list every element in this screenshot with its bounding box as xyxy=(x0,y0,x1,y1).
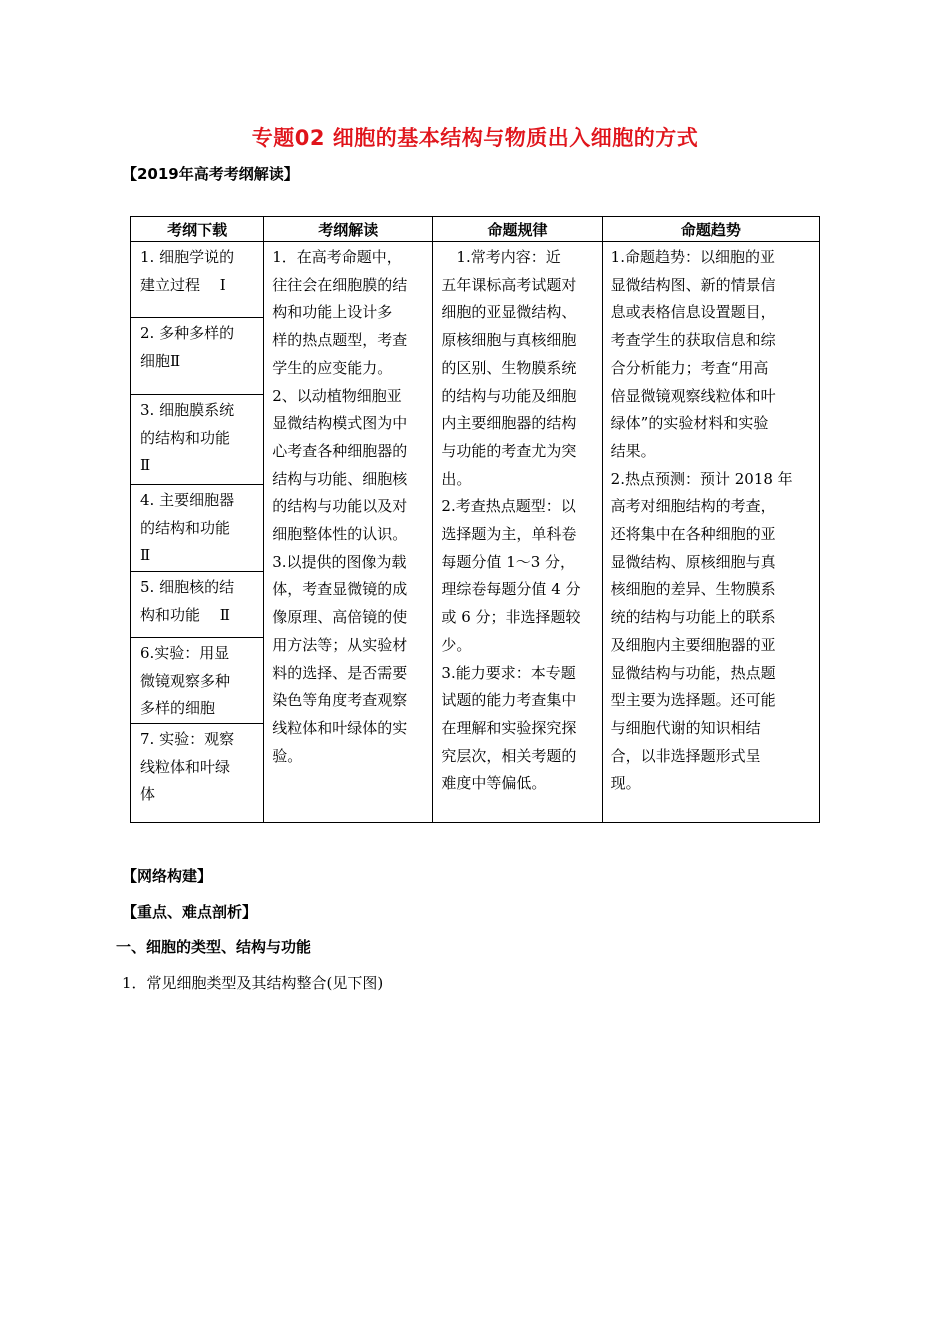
body-paragraph: 1．常见细胞类型及其结构整合(见下图) xyxy=(122,974,384,992)
header-question-trends: 命题趋势 xyxy=(602,217,819,242)
section-heading-outline-interpretation: 【2019年高考考纲解读】 xyxy=(122,165,299,183)
outline-item: 5. 细胞核的结 构和功能 Ⅱ xyxy=(131,572,263,638)
outline-item: 1. 细胞学说的 建立过程 Ⅰ xyxy=(131,242,263,318)
outline-item: 6.实验：用显 微镜观察多种 多样的细胞 xyxy=(131,638,263,724)
outline-item: 7. 实验：观察 线粒体和叶绿 体 xyxy=(140,730,235,804)
patterns-cell: 1.常考内容：近 五年课标高考试题对 细胞的亚显微结构、 原核细胞与真核细胞 的区别、生物膜系统 的结构与功能及细胞 内主要细胞器的结构 与功能的考查尤为突 出。 2.考查热点题型：以 选择题为主，单科卷 每题分值 1～3 分， 理综卷每题分值 4 分 或 6 分；非选择题较 少。 3.能力要求：本专题 试题的能力考查集中 在理解和实验探究探 究层次，相关考题的 难度中等偏低。 xyxy=(433,242,602,823)
section-heading-cell-types: 一、细胞的类型、结构与功能 xyxy=(116,938,312,956)
header-question-patterns: 命题规律 xyxy=(433,217,602,242)
table-header-row xyxy=(131,217,820,242)
outline-items-cell xyxy=(131,242,264,823)
outline-item: 3. 细胞膜系统 的结构和功能 Ⅱ xyxy=(131,395,263,485)
document-title: 专题02 细胞的基本结构与物质出入细胞的方式 xyxy=(251,126,699,150)
interpretation-cell: 1．在高考命题中， 往往会在细胞膜的结 构和功能上设计多 样的热点题型，考查 学生的应变能力。 2、以动植物细胞亚 显微结构模式图为中 心考查各种细胞器的 结构与功能、细胞核 的结构与功能以及对 细胞整体性的认识。 3.以提供的图像为载 体，考查显微镜的成 像原理、高倍镜的使 用方法等；从实验材 料的选择、是否需要 染色等角度考查观察 线粒体和叶绿体的实 验。 xyxy=(264,242,433,823)
header-outline-download: 考纲下载 xyxy=(131,217,264,242)
trends-cell: 1.命题趋势：以细胞的亚 显微结构图、新的情景信 息或表格信息设置题目， 考查学生的获取信息和综 合分析能力；考查“用高 倍显微镜观察线粒体和叶 绿体”的实验材料和实验 结果。 2.热点预测：预计 2018 年 高考对细胞结构的考查， 还将集中在各种细胞的亚 显微结构、原核细胞与真 核细胞的差异、生物膜系 统的结构与功能上的联系 及细胞内主要细胞器的亚 显微结构与功能，热点题 型主要为选择题。还可能 与细胞代谢的知识相结 合，以非选择题形式呈 现。 xyxy=(602,242,819,823)
outline-item: 2. 多种多样的 细胞Ⅱ xyxy=(131,318,263,395)
section-heading-network: 【网络构建】 xyxy=(122,867,213,885)
exam-outline-table xyxy=(130,216,820,823)
section-heading-key-points: 【重点、难点剖析】 xyxy=(122,903,258,921)
header-outline-interpretation: 考纲解读 xyxy=(264,217,433,242)
table-body-row xyxy=(131,242,820,823)
outline-item: 4. 主要细胞器 的结构和功能 Ⅱ xyxy=(131,485,263,572)
